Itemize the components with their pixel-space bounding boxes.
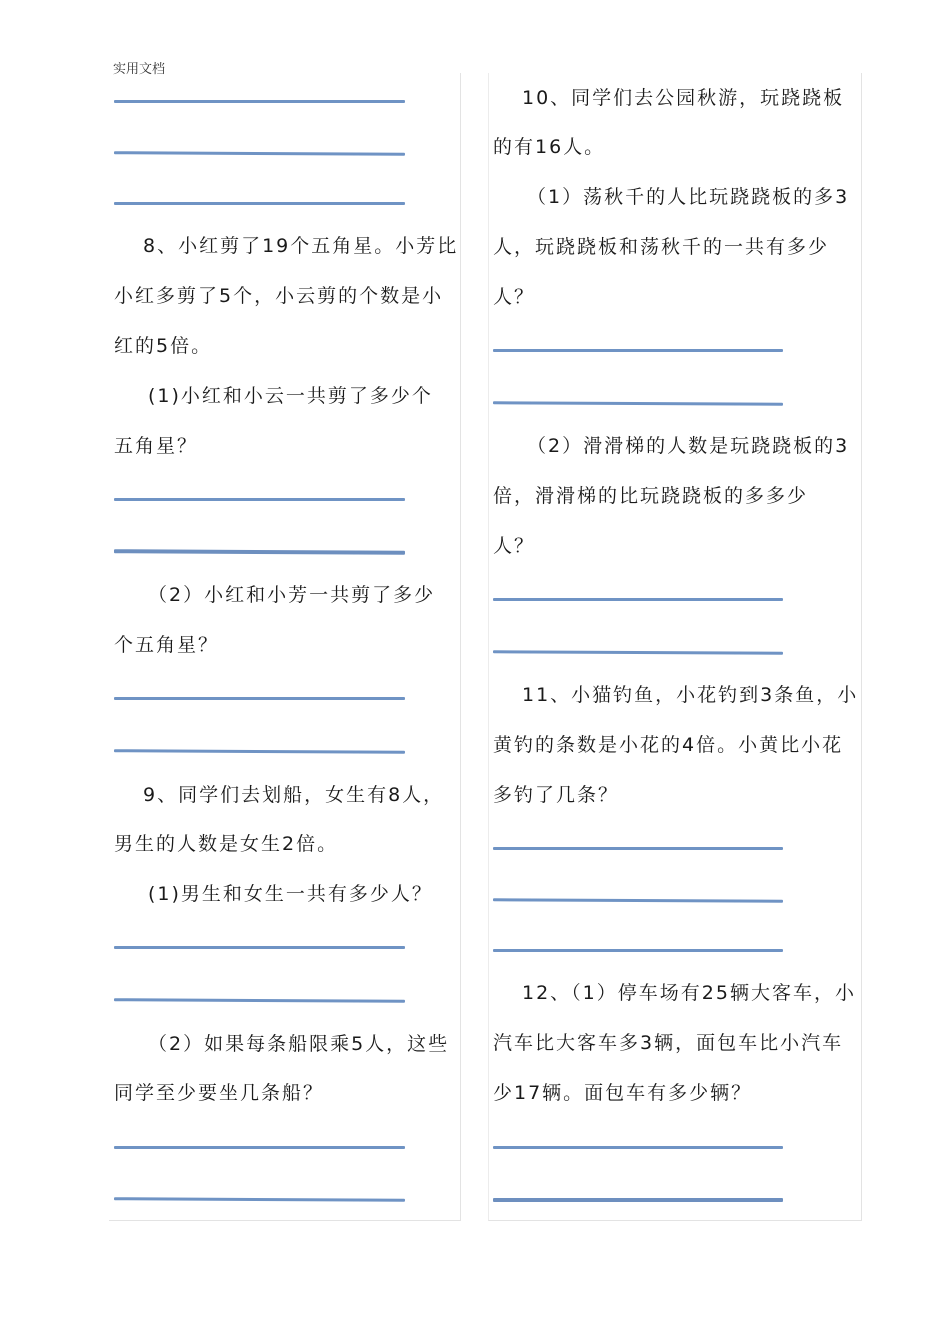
q8-sub2-line1: （2）小红和小芳一共剪了多少: [148, 584, 436, 606]
q10-sub1-line1: （1）荡秋千的人比玩跷跷板的多3: [527, 186, 850, 208]
q9-text-line2: 男生的人数是女生2倍。: [114, 833, 339, 855]
q8-text-line2: 小红多剪了5个，小云剪的个数是小: [114, 285, 444, 307]
q8-text-line1: 8、小红剪了19个五角星。小芳比: [143, 235, 459, 257]
q10-sub1-line3: 人？: [493, 286, 536, 308]
q10-sub1-line2: 人，玩跷跷板和荡秋千的一共有多少: [493, 236, 830, 258]
answer-line[interactable]: [493, 949, 783, 952]
q9-sub2-line1: （2）如果每条船限乘5人，这些: [148, 1033, 450, 1055]
q9-sub1-line1: (1)男生和女生一共有多少人？: [148, 883, 433, 905]
answer-line[interactable]: [114, 498, 405, 501]
answer-line[interactable]: [114, 946, 405, 949]
q8-text-line3: 红的5倍。: [114, 335, 213, 357]
answer-line[interactable]: [114, 100, 405, 103]
q10-text-line1: 10、同学们去公园秋游，玩跷跷板: [522, 87, 845, 109]
answer-line[interactable]: [114, 697, 405, 700]
q11-text-line3: 多钓了几条？: [493, 784, 620, 806]
answer-line[interactable]: [493, 1198, 783, 1202]
q11-text-line2: 黄钓的条数是小花的4倍。小黄比小花: [493, 734, 844, 756]
q9-sub2-line2: 同学至少要坐几条船？: [114, 1082, 325, 1104]
q12-text-line3: 少17辆。面包车有多少辆？: [493, 1082, 753, 1104]
page-header: 实用文档: [113, 62, 166, 77]
q8-sub1-line1: (1)小红和小云一共剪了多少个: [148, 385, 433, 407]
q11-text-line1: 11、小猫钓鱼，小花钓到3条鱼，小: [522, 684, 859, 706]
q8-sub2-line2: 个五角星？: [114, 634, 220, 656]
q10-sub2-line1: （2）滑滑梯的人数是玩跷跷板的3: [527, 435, 850, 457]
q12-text-line2: 汽车比大客车多3辆，面包车比小汽车: [493, 1032, 844, 1054]
answer-line[interactable]: [493, 1146, 783, 1149]
q10-sub2-line2: 倍，滑滑梯的比玩跷跷板的多多少: [493, 485, 809, 507]
q10-text-line2: 的有16人。: [493, 136, 606, 158]
answer-line[interactable]: [493, 847, 783, 850]
q10-sub2-line3: 人？: [493, 535, 536, 557]
q9-text-line1: 9、同学们去划船，女生有8人，: [143, 784, 445, 806]
answer-line[interactable]: [493, 598, 783, 601]
answer-line[interactable]: [114, 1146, 405, 1149]
answer-line[interactable]: [114, 202, 405, 205]
q8-sub1-line2: 五角星？: [114, 435, 199, 457]
q12-text-line1: 12、（1）停车场有25辆大客车，小: [522, 982, 856, 1004]
answer-line[interactable]: [493, 349, 783, 352]
